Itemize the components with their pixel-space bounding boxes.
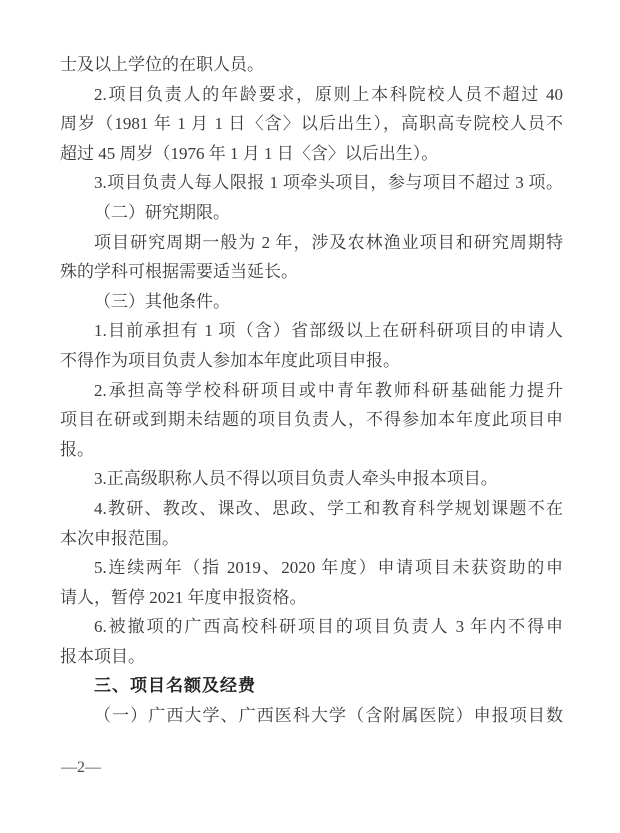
- text-line: 1.目前承担有 1 项（含）省部级以上在研科研项目的申请人: [94, 321, 563, 341]
- text-line: 2.项目负责人的年龄要求，原则上本科院校人员不超过 40: [94, 84, 563, 104]
- section-heading: 三、项目名额及经费: [94, 676, 256, 696]
- text-line: 本次申报范围。: [60, 528, 179, 548]
- text-line: 周岁（1981 年 1 月 1 日〈含〉以后出生），高职高专院校人员不: [60, 114, 563, 134]
- text-line: 不得作为项目负责人参加本年度此项目申报。: [60, 350, 400, 370]
- text-line: 士及以上学位的在职人员。: [60, 55, 264, 74]
- subsection-heading: （二）研究期限。: [94, 202, 230, 222]
- text-line: 6.被撤项的广西高校科研项目的项目负责人 3 年内不得申: [94, 617, 563, 637]
- subsection-heading: （三）其他条件。: [94, 291, 230, 311]
- text-line: 3.项目负责人每人限报 1 项牵头项目，参与项目不超过 3 项。: [94, 173, 563, 193]
- document-body: [60, 50, 563, 731]
- text-line: 2.承担高等学校科研项目或中青年教师科研基础能力提升: [94, 380, 563, 400]
- text-line: 3.正高级职称人员不得以项目负责人牵头申报本项目。: [94, 469, 498, 489]
- text-line: 报。: [60, 439, 94, 459]
- text-line: 项目在研或到期未结题的项目负责人，不得参加本年度此项目申: [60, 410, 563, 430]
- text-line: 项目研究周期一般为 2 年，涉及农林渔业项目和研究周期特: [94, 232, 563, 252]
- text-line: 超过 45 周岁（1976 年 1 月 1 日〈含〉以后出生）。: [60, 143, 439, 163]
- text-line: 殊的学科可根据需要适当延长。: [60, 262, 298, 282]
- text-line: 请人，暂停 2021 年度申报资格。: [60, 587, 307, 607]
- text-line: 5.连续两年（指 2019、2020 年度）申请项目未获资助的申: [94, 558, 563, 578]
- text-line: 报本项目。: [60, 646, 145, 666]
- text-line: （一）广西大学、广西医科大学（含附属医院）申报项目数: [94, 706, 563, 726]
- text-line: 4.教研、教改、课改、思政、学工和教育科学规划课题不在: [94, 498, 563, 518]
- page-number: —2—: [61, 759, 101, 776]
